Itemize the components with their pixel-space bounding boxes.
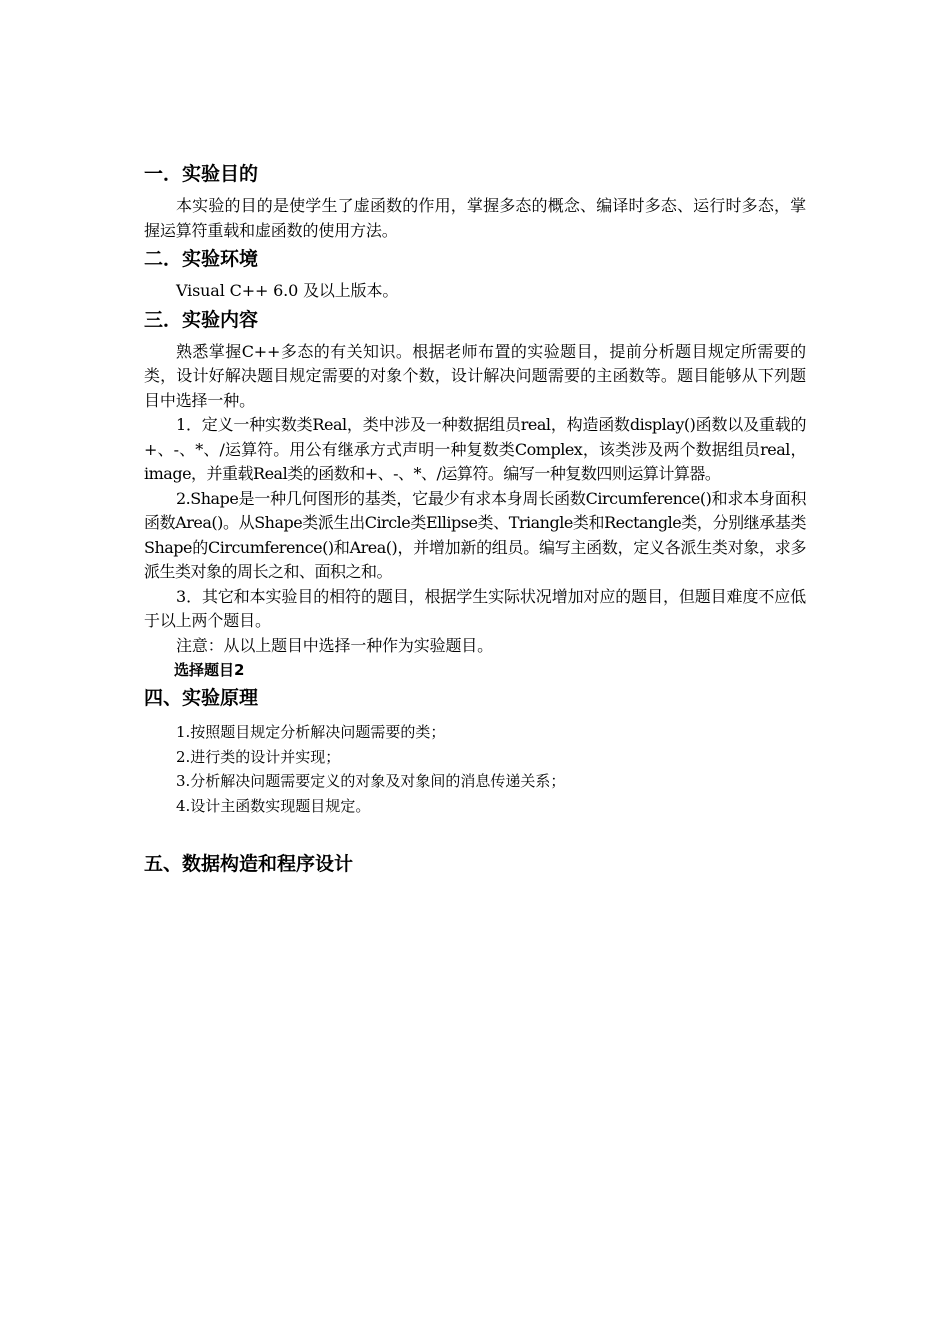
section-3-item-2: 2.Shape是一种几何图形的基类，它最少有求本身周长函数Circumference()和求本身面积函数Area()。从Shape类派生出Circle类Ellipse类、Triangle类和Rectangle类，分别继承基类Shape的Circumference()和Area()，并增加新的组员。编写主函数，定义各派生类对象，求多派生类对象的周长之和、面积之和。	[144, 488, 806, 581]
section-3-item-3: 3．其它和本实验目的相符的题目，根据学生实际状况增加对应的题目，但题目难度不应低于以上两个题目。	[144, 586, 806, 630]
section-2-title: 二．实验环境	[144, 248, 259, 270]
section-3-title: 三．实验内容	[144, 308, 259, 331]
section-4-list	[144, 720, 806, 818]
section-3-note: 注意：从以上题目中选择一种作为实验题目。	[176, 635, 494, 655]
section-1-title: 一．实验目的	[144, 163, 259, 185]
list-item: 2.进行类的设计并实现；	[176, 747, 341, 766]
section-5-title: 五、数据构造和程序设计	[144, 853, 354, 875]
section-3-choice: 选择题目2	[174, 661, 245, 679]
section-3-intro: 熟悉掌握C++多态的有关知识。根据老师布置的实验题目，提前分析题目规定所需要的类，设计好解决题目规定需要的对象个数，设计解决问题需要的主函数等。题目能够从下列题目中选择一种。	[144, 341, 806, 410]
spacer	[144, 818, 806, 848]
list-item: 3.分析解决问题需要定义的对象及对象间的消息传递关系；	[176, 772, 566, 790]
section-4-title: 四、实验原理	[144, 687, 259, 709]
section-2-body: Visual C++ 6.0 及以上版本。	[176, 281, 399, 300]
section-3-item-1: 1．定义一种实数类Real，类中涉及一种数据组员real，构造函数display()函数以及重载的+、-、*、/运算符。用公有继承方式声明一种复数类Complex，该类涉及两个数据组员real，image，并重载Real类的函数和+、-、*、/运算符。编写一种复数四则运算计算器。	[144, 415, 806, 483]
list-item: 4.设计主函数实现题目规定。	[176, 796, 371, 815]
document-page	[144, 158, 806, 880]
section-1-body: 本实验的目的是使学生了虚函数的作用，掌握多态的概念、编译时多态、运行时多态，掌握运算符重载和虚函数的使用方法。	[144, 196, 806, 240]
list-item: 1.按照题目规定分析解决问题需要的类；	[176, 723, 446, 741]
